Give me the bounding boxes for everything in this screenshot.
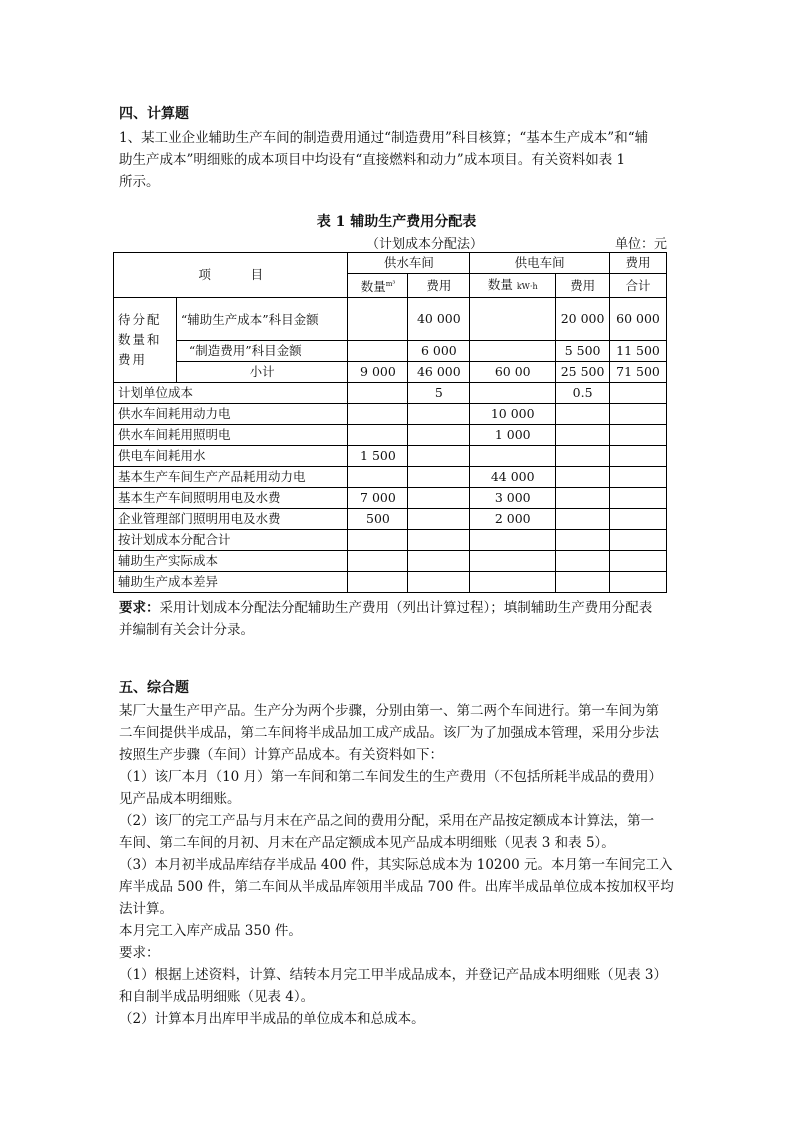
cell: 40 000 [408, 298, 470, 341]
intro-line: 1、某工业企业辅助生产车间的制造费用通过“制造费用”科目核算；“基本生产成本”和“辅 [119, 130, 649, 146]
cell [470, 446, 556, 467]
body-line: （1）该厂本月（10 月）第一车间和第二车间发生的生产费用（不包括所耗半成品的费用） [119, 769, 663, 785]
requirement-label: 要求： [119, 600, 160, 616]
cell: 25 500 [556, 362, 610, 383]
header-item: 项 目 [114, 253, 348, 298]
cell [470, 383, 556, 404]
cell: 5 500 [556, 341, 610, 362]
header-power: 供电车间 [470, 253, 610, 274]
row-label: “辅助生产成本”科目金额 [176, 298, 348, 341]
cell [556, 425, 610, 446]
body-line: 要求： [119, 945, 160, 961]
cell [408, 467, 470, 488]
cell [470, 551, 556, 572]
section5-title: 五、综合题 [119, 680, 189, 696]
cell [470, 530, 556, 551]
cell: 44 000 [470, 467, 556, 488]
cell [556, 404, 610, 425]
body-line: 库半成品 500 件，第二车间从半成品库领用半成品 700 件。出库半成品单位成本按加权平均 [119, 879, 674, 895]
row-label: 供水车间耗用照明电 [114, 425, 348, 446]
cell [470, 341, 556, 362]
body-line: 某厂大量生产甲产品。生产分为两个步骤，分别由第一、第二两个车间进行。第一车间为第 [119, 703, 659, 719]
intro-line: 所示。 [119, 174, 160, 190]
table-row [114, 404, 667, 425]
cell [610, 509, 667, 530]
cell [348, 467, 408, 488]
cell: 7 000 [348, 488, 408, 509]
requirement [119, 597, 675, 641]
cell: 6 000 [408, 341, 470, 362]
cell [610, 467, 667, 488]
table-row [114, 488, 667, 509]
row-label: 企业管理部门照明用电及水费 [114, 509, 348, 530]
cell [556, 446, 610, 467]
cell [610, 572, 667, 593]
section5-body [119, 700, 675, 1030]
cell [348, 425, 408, 446]
row-label: 小计 [176, 362, 348, 383]
cell [348, 530, 408, 551]
table-row [114, 467, 667, 488]
cell [348, 572, 408, 593]
section4-title: 四、计算题 [119, 106, 189, 122]
row-label: 计划单位成本 [114, 383, 348, 404]
table-row [114, 298, 667, 341]
cell: 3 000 [470, 488, 556, 509]
table-subtitle: （计划成本分配法） [366, 237, 484, 252]
cell [408, 404, 470, 425]
allocation-table [113, 252, 667, 593]
table-row [114, 551, 667, 572]
cell [610, 446, 667, 467]
cell [470, 298, 556, 341]
cell: 46 000 [408, 362, 470, 383]
body-line: 见产品成本明细账。 [119, 791, 241, 807]
row-label: 基本生产车间照明用电及水费 [114, 488, 348, 509]
row-label: 基本生产车间生产产品耗用动力电 [114, 467, 348, 488]
cell [348, 298, 408, 341]
table-row [114, 509, 667, 530]
row-label: 辅助生产成本差异 [114, 572, 348, 593]
cell [408, 572, 470, 593]
table-title: 表 1 辅助生产费用分配表 [316, 214, 477, 230]
cell [348, 551, 408, 572]
table-row [114, 425, 667, 446]
section4-intro [119, 127, 675, 193]
header-row [114, 253, 667, 274]
row-label: 按计划成本分配合计 [114, 530, 348, 551]
body-line: 二车间提供半成品，第二车间将半成品加工成产成品。该厂为了加强成本管理，采用分步法 [119, 725, 659, 741]
group-label: 待分配数量和费用 [114, 298, 177, 383]
cell [408, 530, 470, 551]
cell [610, 488, 667, 509]
cell: 9 000 [348, 362, 408, 383]
cell [610, 404, 667, 425]
cell [556, 509, 610, 530]
body-line: （1）根据上述资料，计算、结转本月完工甲半成品成本，并登记产品成本明细账（见表 3） [119, 967, 667, 983]
cell: 2 000 [470, 509, 556, 530]
table-row [114, 530, 667, 551]
requirement-text: 采用计划成本分配法分配辅助生产费用（列出计算过程）；填制辅助生产费用分配表 [159, 600, 653, 616]
cell [348, 383, 408, 404]
cell [556, 467, 610, 488]
cell [610, 383, 667, 404]
cell [408, 425, 470, 446]
cell: 10 000 [470, 404, 556, 425]
intro-line: 助生产成本”明细账的成本项目中均设有“直接燃料和动力”成本项目。有关资料如表 1 [119, 152, 626, 168]
table-row [114, 341, 667, 362]
header-qty-power: 数量 kW·h [470, 274, 556, 298]
cell [556, 488, 610, 509]
body-line: 法计算。 [119, 901, 173, 917]
body-line: （2）计算本月出库甲半成品的单位成本和总成本。 [119, 1011, 425, 1027]
requirement-text: 并编制有关会计分录。 [119, 622, 254, 638]
body-line: 本月完工入库产成品 350 件。 [119, 923, 302, 939]
cell [348, 404, 408, 425]
cell [348, 341, 408, 362]
cell: 11 500 [610, 341, 667, 362]
cell [408, 488, 470, 509]
cell [408, 551, 470, 572]
cell: 20 000 [556, 298, 610, 341]
cell [610, 530, 667, 551]
header-water: 供水车间 [348, 253, 470, 274]
cell [610, 551, 667, 572]
table-row [114, 446, 667, 467]
cell [610, 425, 667, 446]
cell: 71 500 [610, 362, 667, 383]
cell [556, 530, 610, 551]
table-row [114, 572, 667, 593]
header-fee-power: 费用 [556, 274, 610, 298]
header-qty-water: 数量$^{m^3}$ [348, 274, 408, 298]
cell: 1 500 [348, 446, 408, 467]
cell: 0.5 [556, 383, 610, 404]
cell [556, 572, 610, 593]
body-line: （2）该厂的完工产品与月末在产品之间的费用分配，采用在产品按定额成本计算法，第一 [119, 813, 655, 829]
table-row [114, 362, 667, 383]
header-cost: 费用 [610, 253, 667, 274]
body-line: 车间、第二车间的月初、月末在产品定额成本见产品成本明细账（见表 3 和表 5）。 [119, 835, 615, 851]
row-label: 供水车间耗用动力电 [114, 404, 348, 425]
cell [470, 572, 556, 593]
cell [408, 509, 470, 530]
body-line: 按照生产步骤（车间）计算产品成本。有关资料如下： [119, 747, 443, 763]
header-total: 合计 [610, 274, 667, 298]
cell: 500 [348, 509, 408, 530]
cell: 60 00 [470, 362, 556, 383]
row-label: “制造费用”科目金额 [176, 341, 348, 362]
row-label: 供电车间耗用水 [114, 446, 348, 467]
header-fee-water: 费用 [408, 274, 470, 298]
table-row [114, 383, 667, 404]
cell [408, 446, 470, 467]
cell [556, 551, 610, 572]
table-unit: 单位：元 [615, 237, 668, 252]
cell: 5 [408, 383, 470, 404]
body-line: （3）本月初半成品库结存半成品 400 件，其实际总成本为 10200 元。本月第一车间完工入 [119, 857, 673, 873]
body-line: 和自制半成品明细账（见表 4）。 [119, 989, 315, 1005]
cell: 60 000 [610, 298, 667, 341]
row-label: 辅助生产实际成本 [114, 551, 348, 572]
cell: 1 000 [470, 425, 556, 446]
